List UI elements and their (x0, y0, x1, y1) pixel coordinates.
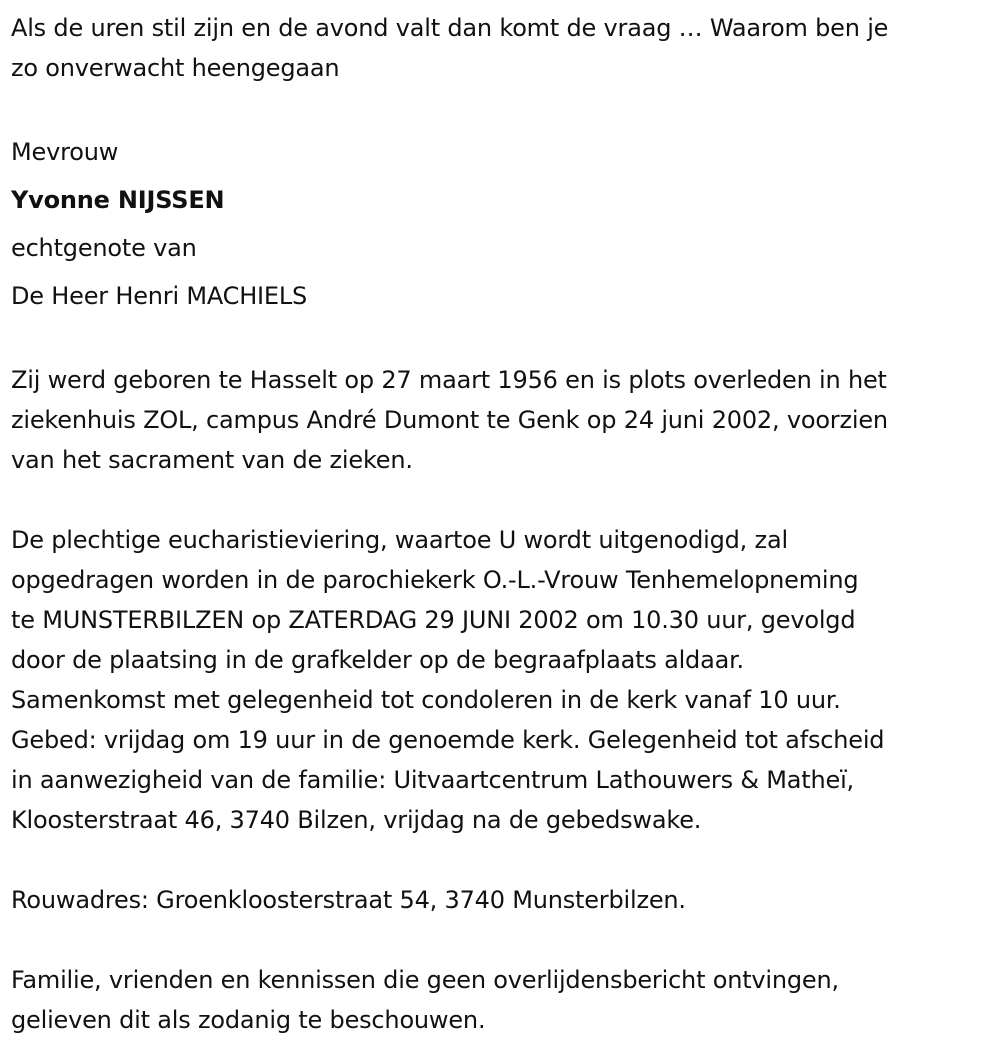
closing-paragraph (11, 960, 991, 1040)
paragraph-line: Samenkomst met gelegenheid tot condoleren in de kerk vanaf 10 uur. (11, 686, 841, 714)
spacer (11, 840, 991, 880)
address-paragraph (11, 880, 991, 920)
paragraph-line: Familie, vrienden en kennissen die geen overlijdensbericht ontvingen, (11, 966, 839, 994)
paragraph-line: te MUNSTERBILZEN op ZATERDAG 29 JUNI 2002 om 10.30 uur, gevolgd (11, 606, 856, 634)
person-block (11, 128, 991, 320)
paragraph-line: ziekenhuis ZOL, campus André Dumont te Genk op 24 juni 2002, voorzien (11, 406, 888, 434)
relation-label: echtgenote van (11, 234, 197, 262)
deceased-name: Yvonne NIJSSEN (11, 186, 225, 214)
paragraph-line: door de plaatsing in de grafkelder op de begraafplaats aldaar. (11, 646, 744, 674)
paragraph-line: in aanwezigheid van de familie: Uitvaartcentrum Lathouwers & Matheï, (11, 766, 854, 794)
mourning-address: Rouwadres: Groenkloosterstraat 54, 3740 Munsterbilzen. (11, 886, 686, 914)
intro-line: Als de uren stil zijn en de avond valt dan komt de vraag … Waarom ben je (11, 14, 889, 42)
salutation: Mevrouw (11, 138, 119, 166)
birth-death-paragraph (11, 360, 991, 480)
intro-verse (11, 8, 991, 88)
ceremony-paragraph (11, 520, 991, 840)
paragraph-line: gelieven dit als zodanig te beschouwen. (11, 1006, 486, 1034)
spacer (11, 920, 991, 960)
intro-line: zo onverwacht heengegaan (11, 54, 340, 82)
spacer (11, 480, 991, 520)
paragraph-line: Zij werd geboren te Hasselt op 27 maart 1956 en is plots overleden in het (11, 366, 887, 394)
spouse-name: De Heer Henri MACHIELS (11, 282, 308, 310)
spacer (11, 88, 991, 128)
paragraph-line: Gebed: vrijdag om 19 uur in de genoemde kerk. Gelegenheid tot afscheid (11, 726, 885, 754)
obituary-document (11, 8, 991, 1040)
spacer (11, 320, 991, 360)
paragraph-line: van het sacrament van de zieken. (11, 446, 413, 474)
paragraph-line: opgedragen worden in de parochiekerk O.-L.-Vrouw Tenhemelopneming (11, 566, 859, 594)
paragraph-line: Kloosterstraat 46, 3740 Bilzen, vrijdag na de gebedswake. (11, 806, 702, 834)
paragraph-line: De plechtige eucharistieviering, waartoe U wordt uitgenodigd, zal (11, 526, 788, 554)
